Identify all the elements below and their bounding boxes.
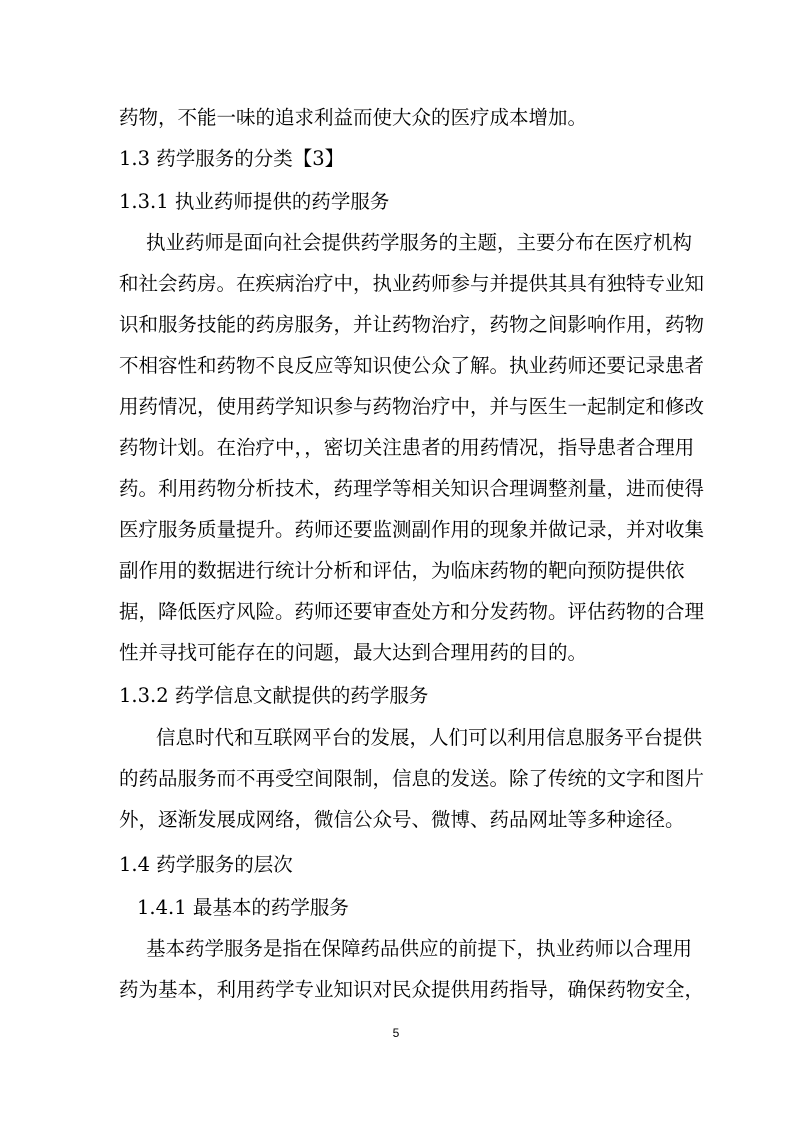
body-text-line: 医疗服务质量提升。药师还要监测副作用的现象并做记录，并对收集 <box>119 518 705 541</box>
body-text-line: 基本药学服务是指在保障药品供应的前提下，执业药师以合理用 <box>146 937 693 960</box>
body-text-line: 据，降低医疗风险。药师还要审查处方和分发药物。评估药物的合理 <box>119 600 705 623</box>
body-text-line: 药物计划。在治疗中，，密切关注患者的用药情况，指导患者合理用 <box>119 436 695 459</box>
section-heading-1-3: 1.3 药学服务的分类【3】 <box>119 147 345 170</box>
section-heading-1-4: 1.4 药学服务的层次 <box>119 853 293 876</box>
body-text-line: 信息时代和互联网平台的发展，人们可以利用信息服务平台提供 <box>156 726 703 749</box>
body-text-line: 识和服务技能的药房服务，并让药物治疗，药物之间影响作用，药物 <box>119 313 705 336</box>
body-text-line: 用药情况，使用药学知识参与药物治疗中，并与医生一起制定和修改 <box>119 395 705 418</box>
body-text-line: 药物，不能一味的追求利益而使大众的医疗成本增加。 <box>119 106 588 129</box>
body-text-line: 副作用的数据进行统计分析和评估，为临床药物的靶向预防提供依 <box>119 559 685 582</box>
body-text-line: 和社会药房。在疾病治疗中，执业药师参与并提供其具有独特专业知 <box>119 272 705 295</box>
body-text-line: 不相容性和药物不良反应等知识使公众了解。执业药师还要记录患者 <box>119 354 705 377</box>
body-text-line: 药。利用药物分析技术，药理学等相关知识合理调整剂量，进而使得 <box>119 477 705 500</box>
body-text-line: 执业药师是面向社会提供药学服务的主题，主要分布在医疗机构 <box>146 231 693 254</box>
subsection-heading-1-3-1: 1.3.1 执业药师提供的药学服务 <box>119 190 390 213</box>
body-text-line: 性并寻找可能存在的问题，最大达到合理用药的目的。 <box>119 641 588 664</box>
subsection-heading-1-3-2: 1.3.2 药学信息文献提供的药学服务 <box>119 684 429 707</box>
body-text-line: 外，逐渐发展成网络，微信公众号、微博、药品网址等多种途径。 <box>119 808 685 831</box>
subsection-heading-1-4-1: 1.4.1 最基本的药学服务 <box>137 896 349 919</box>
page-number: 5 <box>392 1026 400 1040</box>
body-text-line: 的药品服务而不再受空间限制，信息的发送。除了传统的文字和图片 <box>119 767 705 790</box>
body-text-line: 药为基本，利用药学专业知识对民众提供用药指导，确保药物安全， <box>119 978 705 1001</box>
